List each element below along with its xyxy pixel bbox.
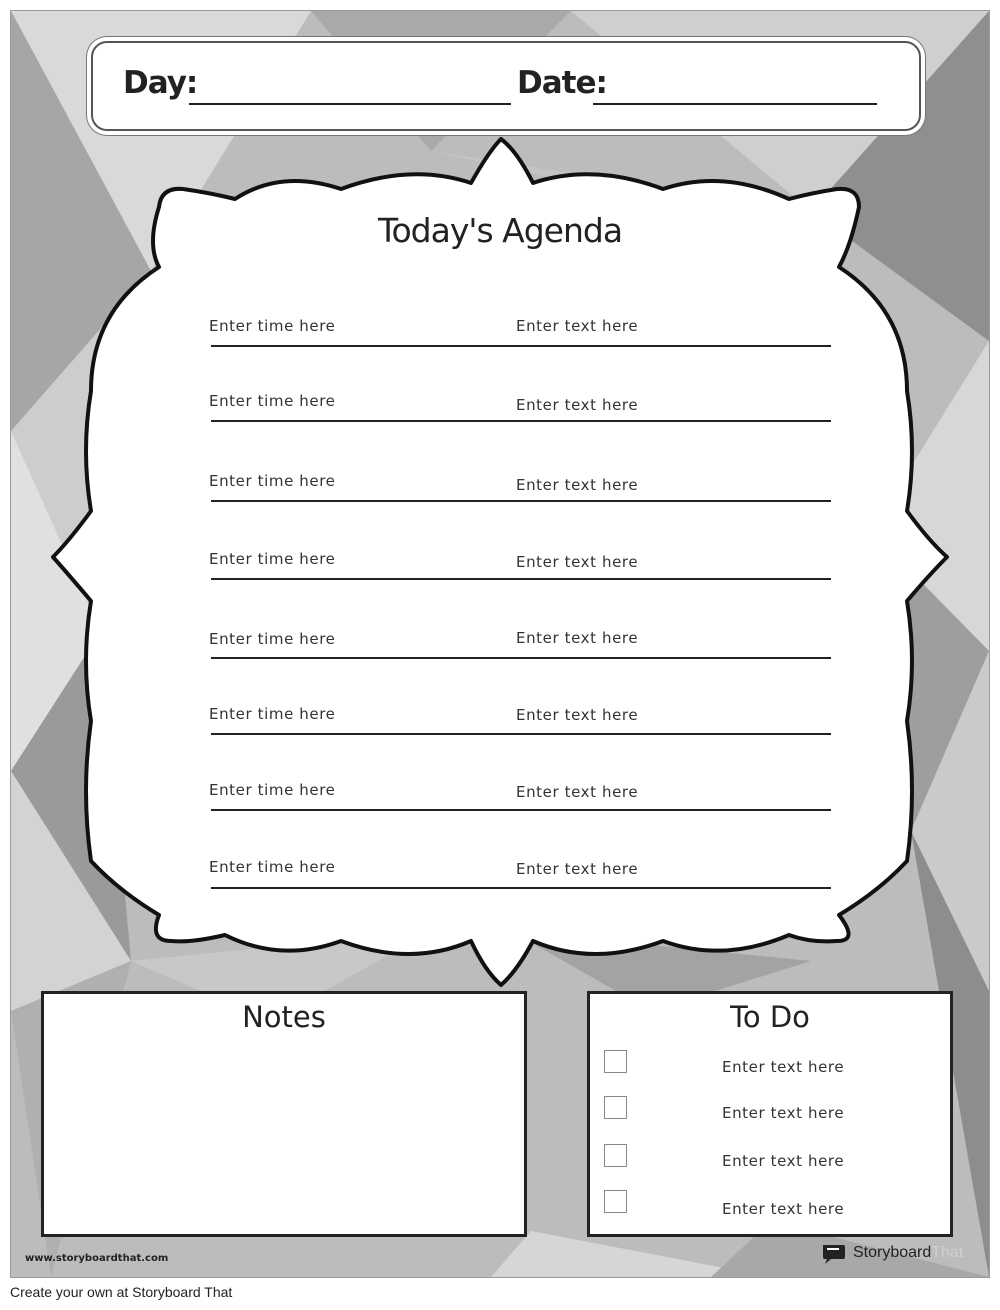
todo-text[interactable]: Enter text here: [722, 1058, 845, 1076]
agenda-row: [209, 771, 831, 811]
checkbox[interactable]: [604, 1190, 627, 1213]
time-field[interactable]: Enter time here: [209, 858, 336, 876]
row-divider: [211, 345, 831, 347]
text-field[interactable]: Enter text here: [516, 553, 639, 571]
brand-name-dark: Storyboard: [853, 1244, 932, 1261]
todo-item: [604, 1190, 934, 1216]
text-field[interactable]: Enter text here: [516, 783, 639, 801]
todo-title: To Do: [730, 1000, 810, 1034]
brand-name: [853, 1244, 963, 1262]
worksheet-page: [10, 10, 990, 1278]
agenda-row: [209, 462, 831, 502]
checkbox[interactable]: [604, 1096, 627, 1119]
row-divider: [211, 657, 831, 659]
row-divider: [211, 500, 831, 502]
row-divider: [211, 578, 831, 580]
text-field[interactable]: Enter text here: [516, 706, 639, 724]
text-field[interactable]: Enter text here: [516, 860, 639, 878]
todo-text[interactable]: Enter text here: [722, 1200, 845, 1218]
time-field[interactable]: Enter time here: [209, 472, 336, 490]
todo-item: [604, 1050, 934, 1076]
storyboardthat-logo-icon: [821, 1243, 847, 1265]
day-label: Day:: [123, 65, 198, 101]
text-field[interactable]: Enter text here: [516, 629, 639, 647]
time-field[interactable]: Enter time here: [209, 392, 336, 410]
agenda-row: [209, 540, 831, 580]
time-field[interactable]: Enter time here: [209, 705, 336, 723]
time-field[interactable]: Enter time here: [209, 781, 336, 799]
date-label: Date:: [517, 65, 607, 101]
site-url: www.storyboardthat.com: [25, 1253, 169, 1264]
notes-title: Notes: [242, 1000, 326, 1034]
agenda-row: [209, 695, 831, 735]
row-divider: [211, 887, 831, 889]
todo-panel: [587, 991, 953, 1237]
agenda-title: Today's Agenda: [377, 211, 623, 250]
todo-item: [604, 1096, 934, 1122]
agenda-row: [209, 382, 831, 422]
notes-panel[interactable]: [41, 991, 527, 1237]
todo-text[interactable]: Enter text here: [722, 1104, 845, 1122]
todo-text[interactable]: Enter text here: [722, 1152, 845, 1170]
row-divider: [211, 420, 831, 422]
todo-item: [604, 1144, 934, 1170]
agenda-row: [209, 619, 831, 659]
row-divider: [211, 733, 831, 735]
time-field[interactable]: Enter time here: [209, 630, 336, 648]
time-field[interactable]: Enter time here: [209, 550, 336, 568]
footer-caption[interactable]: Create your own at Storyboard That: [10, 1284, 233, 1300]
checkbox[interactable]: [604, 1050, 627, 1073]
agenda-row: [209, 849, 831, 889]
brand-name-light: That: [931, 1244, 964, 1261]
row-divider: [211, 809, 831, 811]
text-field[interactable]: Enter text here: [516, 476, 639, 494]
text-field[interactable]: Enter text here: [516, 317, 639, 335]
agenda-row: [209, 307, 831, 347]
text-field[interactable]: Enter text here: [516, 396, 639, 414]
checkbox[interactable]: [604, 1144, 627, 1167]
time-field[interactable]: Enter time here: [209, 317, 336, 335]
